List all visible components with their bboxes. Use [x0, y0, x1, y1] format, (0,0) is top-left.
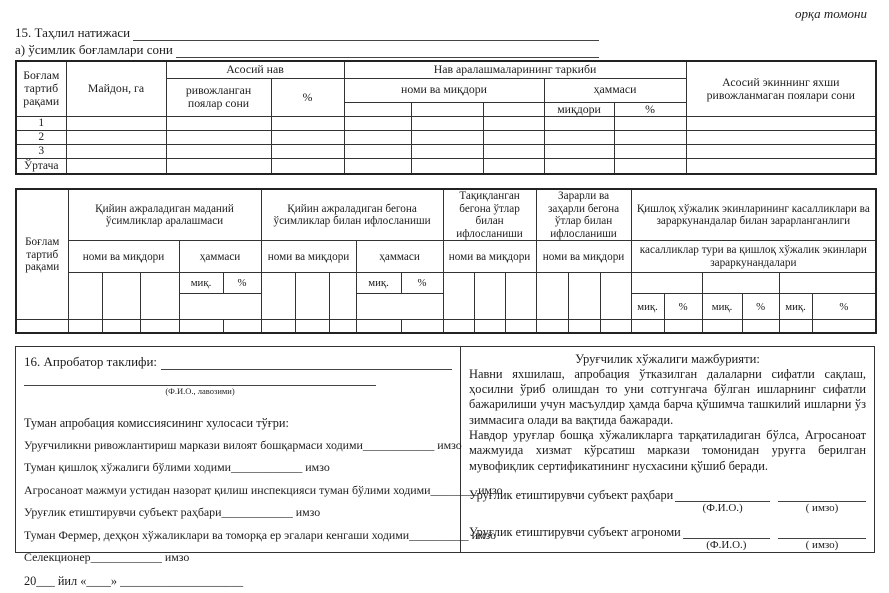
t2-cell	[702, 320, 742, 333]
t1-row-label: 1	[16, 116, 66, 130]
t2-g1-name-qty: номи ва миқдори	[68, 241, 179, 273]
analysis-result-label: 15. Таҳлил натижаси	[15, 25, 131, 40]
t2-subcell	[702, 273, 779, 294]
t1-cell	[483, 116, 544, 130]
t1-cell	[271, 158, 344, 174]
signature-line: Туман қишлоқ хўжалиги бўлими ходими____________ имзо	[24, 460, 330, 475]
imzo-caption: ( имзо)	[805, 538, 839, 551]
subject-agronomist-label: Уруғлик етиштирувчи субъект агрономи	[469, 524, 681, 539]
t2-cell	[295, 320, 329, 333]
t1-col-qty: миқдори	[544, 102, 614, 116]
t2-g5-sub-header: касалликлар тури ва қишлоқ хўжалик экинлари зараркунандалари	[631, 241, 876, 273]
t2-cell	[779, 320, 812, 333]
signature-line: Туман Фермер, деҳқон хўжаликлари ва томорқа ер эгалари кенгаши ходими__________ имзо	[24, 527, 497, 542]
t1-cell	[166, 116, 271, 130]
fio-column	[683, 525, 770, 552]
imzo-blank	[778, 525, 866, 539]
t1-cell	[544, 130, 614, 144]
t1-cell	[66, 158, 166, 174]
t1-col-percent-1: %	[271, 78, 344, 116]
t2-subcell	[600, 273, 631, 320]
t1-col-developed-stems: ривожланган поялар сони	[166, 78, 271, 116]
t2-grp-weed-contamination: Қийин ажраладиган бегона ўсимликлар билан ифлосланиши	[261, 189, 443, 241]
t1-cell	[544, 144, 614, 158]
t1-col-bundle-no: Боғлам тартиб рақами	[16, 61, 66, 116]
t1-row-label: 2	[16, 130, 66, 144]
t2-subcell	[779, 273, 876, 294]
bundle-count-label: а) ўсимлик боғламлари сони	[15, 42, 173, 57]
bundle-analysis-table	[15, 60, 877, 175]
signature-line: Уруғчиликни ривожлантириш маркази вилоят бошқармаси ходими____________ имзо	[24, 437, 462, 452]
imzo-caption: ( имзо)	[805, 501, 839, 514]
t1-cell	[686, 116, 876, 130]
t1-cell	[411, 144, 483, 158]
t2-cell	[505, 320, 536, 333]
t2-subcell	[68, 273, 102, 320]
t2-cell	[356, 320, 401, 333]
t2-cell	[68, 320, 102, 333]
t2-cell	[474, 320, 505, 333]
t1-col-percent-2: %	[614, 102, 686, 116]
t2-g1-qty: миқ.	[179, 273, 223, 294]
t1-grp-main-variety: Асосий нав	[166, 61, 344, 78]
t1-cell	[411, 158, 483, 174]
t1-cell	[544, 158, 614, 174]
t2-g2-name-qty: номи ва миқдори	[261, 241, 356, 273]
fio-caption: (Ф.И.О.)	[702, 501, 743, 514]
t1-cell	[166, 144, 271, 158]
t1-cell	[411, 116, 483, 130]
t1-cell	[271, 144, 344, 158]
t2-subcell	[179, 294, 261, 320]
t1-cell	[166, 158, 271, 174]
section-16	[15, 346, 875, 588]
t2-subcell	[631, 273, 702, 294]
t2-cell	[568, 320, 600, 333]
analysis-result-blank	[133, 28, 599, 41]
t2-g5-qty: миқ.	[631, 294, 664, 320]
t1-cell	[614, 130, 686, 144]
t2-cell	[179, 320, 223, 333]
seed-farm-obligation-panel	[461, 347, 874, 552]
proposal-line	[24, 352, 452, 370]
t1-cell	[344, 116, 411, 130]
t2-grp-diseases-pests: Қишлоқ хўжалик экинларининг касалликлари ва зараркунандалар билан зарарланганлиги	[631, 189, 876, 241]
imzo-blank	[778, 488, 866, 502]
t1-cell	[686, 144, 876, 158]
t2-subcell	[356, 294, 443, 320]
imzo-column	[778, 488, 866, 515]
t1-cell	[483, 144, 544, 158]
fio-blank	[683, 525, 770, 539]
fio-caption: (Ф.И.О.)	[706, 538, 747, 551]
t2-subcell	[102, 273, 140, 320]
obligation-title: Уруғчилик хўжалиги мажбурияти:	[575, 351, 760, 366]
t1-cell	[66, 130, 166, 144]
t1-subcell	[411, 102, 483, 116]
t1-col-underdeveloped: Асосий экиннинг яхши ривожланмаган поялари сони	[686, 61, 876, 116]
t2-subcell	[329, 273, 356, 320]
page-side-note: орқа томони	[795, 6, 867, 21]
signature-lines	[24, 434, 503, 569]
t2-grp-cultivated-mixture: Қийин ажраладиган маданий ўсимликлар аралашмаси	[68, 189, 261, 241]
t2-subcell	[505, 273, 536, 320]
obligation-paragraph-1: Навни яхшилаш, апробация ўтказилган далаларни сифатли сақлаш, ҳосилни ўриб олишдан то уни сотгунгача бўлган ишларнинг сифатли бажарилиши учун масъулдир ҳамда барча қўшимча ташкилий ишларни ўз зиммасига олади ва вақтида бажаради.	[469, 366, 866, 427]
fio-blank	[675, 488, 770, 502]
t1-cell	[614, 158, 686, 174]
analysis-result-line	[15, 24, 599, 41]
subject-head-label: Уруғлик етиштирувчи субъект раҳбари	[469, 487, 674, 502]
fio-column	[675, 488, 770, 515]
proposal-blank	[161, 357, 452, 370]
t2-g2-total: ҳаммаси	[356, 241, 443, 273]
t1-cell	[614, 116, 686, 130]
t2-subcell	[568, 273, 600, 320]
t1-col-area: Майдон, га	[66, 61, 166, 116]
imzo-column	[778, 525, 866, 552]
t2-cell	[16, 320, 68, 333]
t1-cell	[686, 158, 876, 174]
t1-cell	[344, 158, 411, 174]
t1-cell	[344, 144, 411, 158]
t2-g2-qty: миқ.	[356, 273, 401, 294]
t2-grp-harmful-weeds: Зарарли ва заҳарли бегона ўтлар билан ифлосланиши	[536, 189, 631, 241]
obligation-paragraph-2: Навдор уруғлар бошқа хўжаликларга тарқатиладиган бўлса, Агросаноат мажмуида хизмат кўрсатиш маркази томонидан уруғга берилган мувофиқлик сертификатининг нусхасини қўшиб беради.	[469, 428, 866, 473]
t1-row-label-average: Ўртача	[16, 158, 66, 174]
t2-cell	[536, 320, 568, 333]
t2-cell	[812, 320, 876, 333]
approbator-proposal-panel	[16, 347, 503, 588]
proposal-label: 16. Апробатор таклифи:	[24, 353, 158, 369]
t2-g5-percent: %	[664, 294, 702, 320]
t2-g5-percent: %	[742, 294, 779, 320]
t2-col-bundle-no: Боғлам тартиб рақами	[16, 189, 68, 320]
t2-cell	[631, 320, 664, 333]
t1-cell	[411, 130, 483, 144]
t2-subcell	[474, 273, 505, 320]
signature-line: Селекционер____________ имзо	[24, 550, 190, 565]
t1-cell	[483, 158, 544, 174]
commission-conclusion: Туман апробация комиссиясининг хулосаси тўғри:	[24, 415, 289, 430]
t2-cell	[742, 320, 779, 333]
t1-cell	[344, 130, 411, 144]
t1-subcell	[344, 102, 411, 116]
t2-cell	[223, 320, 261, 333]
t2-g5-qty: миқ.	[702, 294, 742, 320]
t1-cell	[271, 116, 344, 130]
t1-cell	[544, 116, 614, 130]
fio-position-caption: (Ф.И.О., лавозими)	[165, 385, 235, 396]
t2-cell	[140, 320, 179, 333]
t2-cell	[600, 320, 631, 333]
date-line: 20___ йил «____» ____________________	[24, 573, 244, 588]
t2-g5-qty: миқ.	[779, 294, 812, 320]
t1-cell	[483, 130, 544, 144]
t1-cell	[614, 144, 686, 158]
bundle-count-blank	[176, 45, 599, 58]
signature-line: Агросаноат мажмуи устидан назорат қилиш инспекцияси туман бўлими ходими________имзо	[24, 482, 503, 497]
proposal-blank-2	[24, 370, 376, 386]
t2-g1-percent: %	[223, 273, 261, 294]
t2-cell	[329, 320, 356, 333]
t2-subcell	[536, 273, 568, 320]
t2-cell	[261, 320, 295, 333]
t2-g4-name-qty: номи ва миқдори	[536, 241, 631, 273]
subject-agronomist-signature-row	[469, 525, 866, 552]
t2-g3-name-qty: номи ва миқдори	[443, 241, 536, 273]
t1-cell	[166, 130, 271, 144]
t2-g5-percent: %	[812, 294, 876, 320]
t2-cell	[102, 320, 140, 333]
bundle-count-line	[15, 41, 599, 58]
t2-subcell	[261, 273, 295, 320]
t2-grp-prohibited-weeds: Тақиқланган бегона ўтлар билан ифлосланиши	[443, 189, 536, 241]
t2-g1-total: ҳаммаси	[179, 241, 261, 273]
t2-g2-percent: %	[401, 273, 443, 294]
signature-line: Уруғлик етиштирувчи субъект раҳбари____________ имзо	[24, 505, 321, 520]
t1-cell	[686, 130, 876, 144]
t1-subcell	[483, 102, 544, 116]
subject-head-signature-row	[469, 488, 866, 515]
t2-subcell	[295, 273, 329, 320]
t1-cell	[271, 130, 344, 144]
contamination-table	[15, 188, 877, 334]
t1-col-total: ҳаммаси	[544, 78, 686, 102]
t2-subcell	[443, 273, 474, 320]
t1-col-name-qty: номи ва миқдори	[344, 78, 544, 102]
t2-cell	[443, 320, 474, 333]
t2-cell	[401, 320, 443, 333]
t2-subcell	[140, 273, 179, 320]
t1-row-label: 3	[16, 144, 66, 158]
t1-cell	[66, 144, 166, 158]
t1-grp-mixture: Нав аралашмаларининг таркиби	[344, 61, 686, 78]
t1-cell	[66, 116, 166, 130]
t2-cell	[664, 320, 702, 333]
